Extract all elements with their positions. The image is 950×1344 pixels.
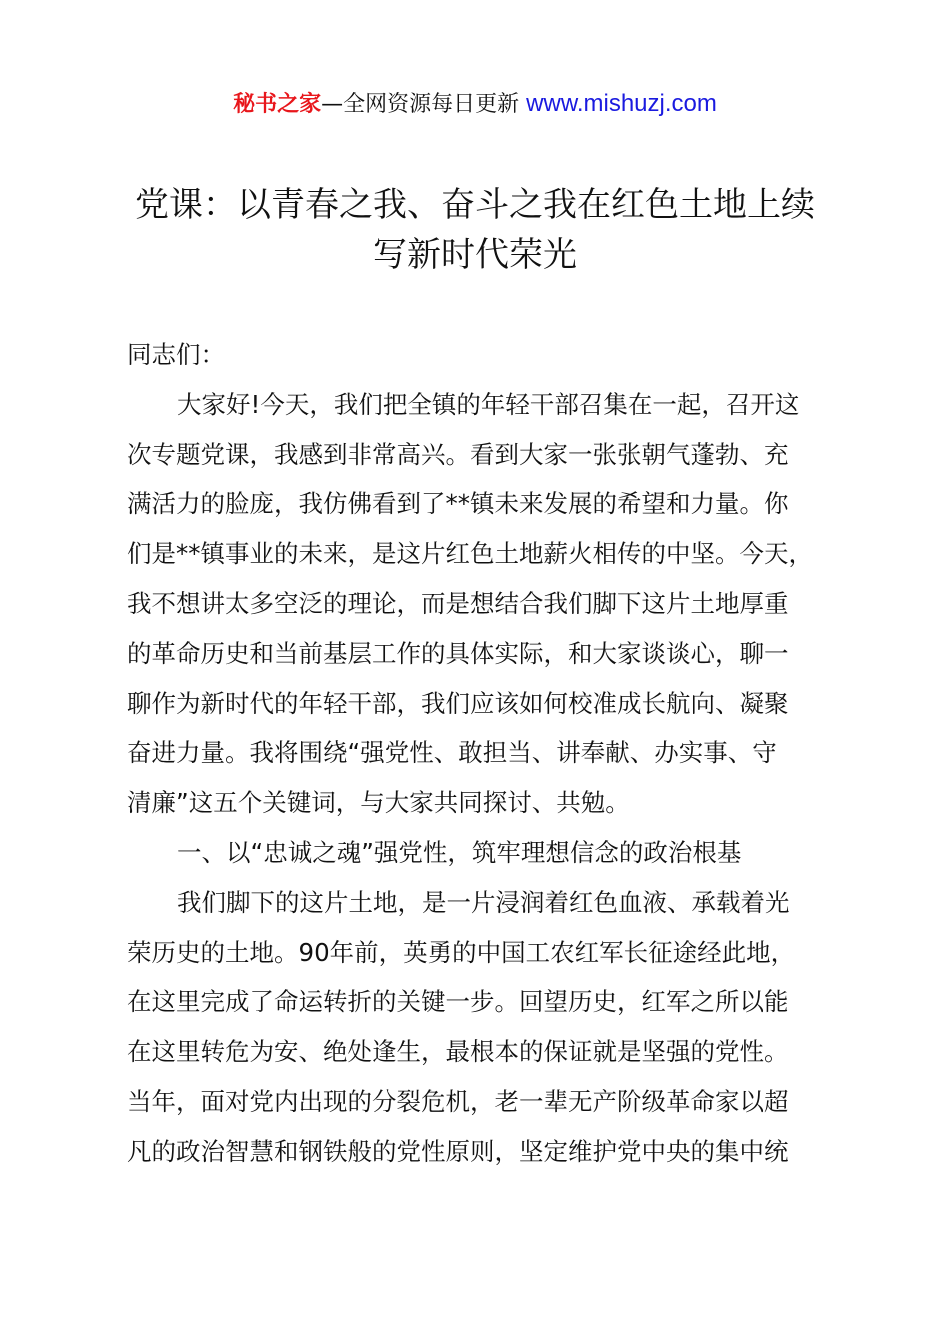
salutation: 同志们： bbox=[127, 340, 225, 369]
title-line-1: 党课：以青春之我、奋斗之我在红色土地上续 bbox=[135, 185, 815, 225]
text-line: 次专题党课，我感到非常高兴。看到大家一张张朝气蓬勃、充 bbox=[127, 439, 789, 469]
text-line: 清廉”这五个关键词，与大家共同探讨、共勉。 bbox=[127, 788, 630, 818]
document-body bbox=[127, 330, 867, 1177]
text-line: 我不想讲太多空泛的理论，而是想结合我们脚下这片土地厚重 bbox=[127, 588, 789, 618]
section-heading-1: 一、以“忠诚之魂”强党性，筑牢理想信念的政治根基 bbox=[177, 837, 742, 867]
text-line: 满活力的脸庞，我仿佛看到了**镇未来发展的希望和力量。你 bbox=[127, 489, 789, 519]
title-line-2: 写新时代荣光 bbox=[373, 235, 577, 275]
text-line: 荣历史的土地。90年前，英勇的中国工农红军长征途经此地， bbox=[127, 937, 796, 967]
tagline: —全网资源每日更新 bbox=[321, 92, 527, 117]
document-title bbox=[0, 180, 950, 280]
site-header bbox=[0, 88, 950, 121]
text-line: 我们脚下的这片土地，是一片浸润着红色血液、承载着光 bbox=[177, 887, 790, 917]
text-line: 凡的政治智慧和钢铁般的党性原则，坚定维护党中央的集中统 bbox=[127, 1136, 789, 1166]
text-line: 在这里转危为安、绝处逢生，最根本的保证就是坚强的党性。 bbox=[127, 1037, 789, 1067]
text-line: 的革命历史和当前基层工作的具体实际，和大家谈谈心，聊一 bbox=[127, 638, 789, 668]
text-line: 当年，面对党内出现的分裂危机，老一辈无产阶级革命家以超 bbox=[127, 1086, 789, 1116]
brand-name: 秘书之家 bbox=[233, 92, 322, 117]
text-line: 们是**镇事业的未来，是这片红色土地薪火相传的中坚。今天， bbox=[127, 539, 813, 569]
text-line: 大家好!今天，我们把全镇的年轻干部召集在一起，召开这 bbox=[177, 389, 800, 419]
text-line: 在这里完成了命运转折的关键一步。回望历史，红军之所以能 bbox=[127, 987, 789, 1017]
site-url-link[interactable]: www.mishuzj.com bbox=[526, 90, 717, 117]
text-line: 聊作为新时代的年轻干部，我们应该如何校准成长航向、凝聚 bbox=[127, 688, 789, 718]
text-line: 奋进力量。我将围绕“强党性、敢担当、讲奉献、办实事、守 bbox=[127, 738, 777, 768]
